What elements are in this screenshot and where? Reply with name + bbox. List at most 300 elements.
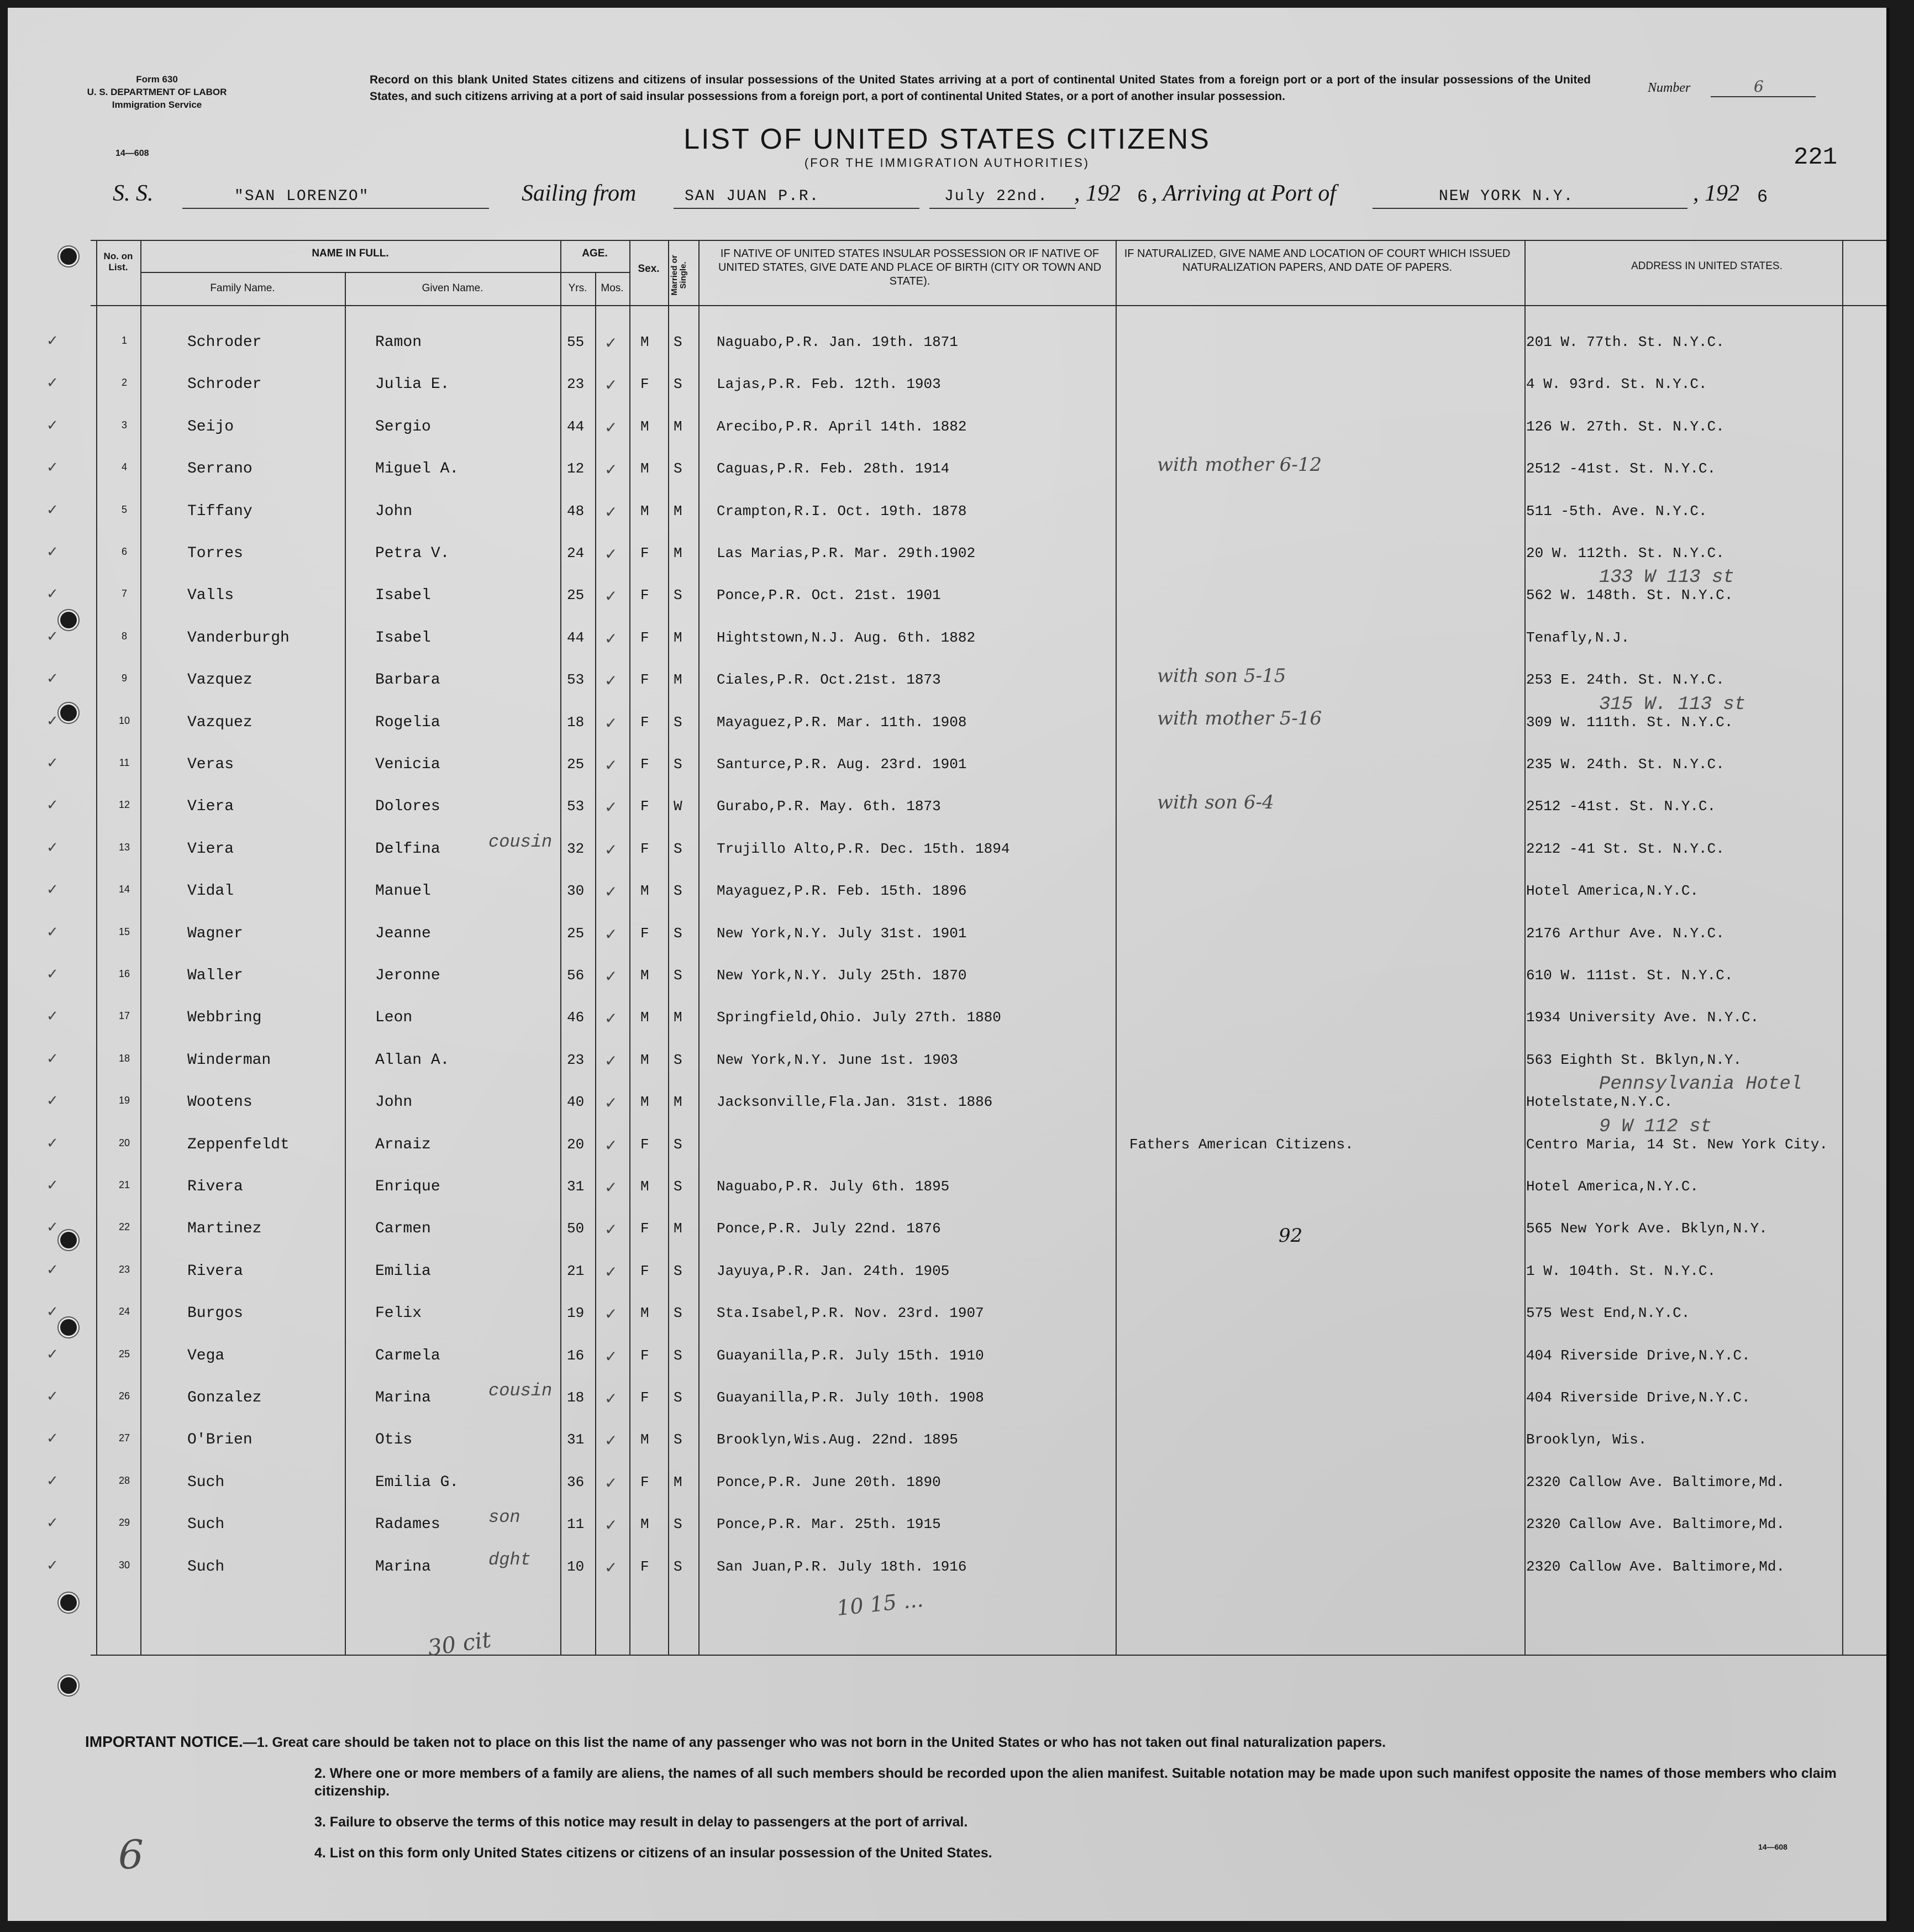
given-name-cell: Enrique [375,1178,440,1195]
row-number: 30 [118,1559,130,1571]
family-name-cell: O'Brien [187,1431,253,1449]
birth-place-date-cell: Ponce,P.R. Mar. 25th. 1915 [717,1516,941,1533]
ship-name: "SAN LORENZO" [234,188,370,205]
given-name-cell: Rogelia [375,713,440,731]
verification-tick-mark: ✓ [46,1557,59,1574]
family-name-cell: Veras [187,756,234,773]
row-number: 2 [121,377,127,389]
arriving-port: NEW YORK N.Y. [1439,188,1574,205]
col-header-months: Mos. [601,282,624,294]
verification-tick-mark: ✓ [46,1177,59,1194]
verification-tick-mark: ✓ [46,1388,59,1405]
row-number: 23 [118,1263,130,1275]
marital-status-cell: S [674,1178,682,1195]
marital-status-cell: S [674,840,682,857]
verification-tick-mark: ✓ [46,1050,59,1067]
given-name-cell: Arnaiz [375,1136,431,1153]
address-cell: 2320 Callow Ave. Baltimore,Md. [1526,1473,1785,1490]
verification-tick-mark: ✓ [46,333,59,349]
age-years-cell: 48 [567,502,585,519]
address-cell: 404 Riverside Drive,N.Y.C. [1526,1347,1750,1364]
given-name-handwritten-note: cousin [488,1380,553,1401]
verification-tick-mark: ✓ [46,670,59,687]
age-years-cell: 36 [567,1473,585,1490]
sex-cell: F [640,1262,649,1279]
address-cell: 4 W. 93rd. St. N.Y.C. [1526,376,1707,393]
given-name-cell: Emilia [375,1262,431,1280]
address-cell: 2176 Arthur Ave. N.Y.C. [1526,925,1724,942]
row-number: 8 [121,630,127,642]
given-name-cell: Marina [375,1389,431,1406]
verification-tick-mark: ✓ [46,1135,59,1152]
address-cell: 201 W. 77th. St. N.Y.C. [1526,334,1724,350]
verification-tick-mark: ✓ [46,1261,59,1278]
table-row [8,902,1886,944]
given-name-cell: Allan A. [375,1051,450,1069]
address-cell: 2512 -41st. St. N.Y.C. [1526,460,1716,477]
grid-subheader-line [140,272,629,273]
address-cell: 562 W. 148th. St. N.Y.C. [1526,587,1733,604]
manifest-sheet [8,8,1890,1921]
age-years-cell: 30 [567,883,585,900]
given-name-cell: Isabel [375,587,431,605]
given-name-cell: Miguel A. [375,460,459,478]
address-cell: 575 West End,N.Y.C. [1526,1305,1690,1322]
verification-tick-mark: ✓ [46,1430,59,1447]
given-name-cell: Jeronne [375,967,440,984]
age-months-tick: ✓ [604,545,618,563]
age-years-cell: 56 [567,967,585,984]
marital-status-cell: S [674,1516,682,1533]
verification-tick-mark: ✓ [46,1304,59,1321]
marital-status-cell: S [674,1305,682,1322]
birth-place-date-cell: Trujillo Alto,P.R. Dec. 15th. 1894 [717,840,1010,857]
grid-top-line [91,240,1886,241]
family-name-cell: Vazquez [187,713,253,731]
sex-cell: M [640,1516,649,1533]
verification-tick-mark: ✓ [46,797,59,814]
verification-tick-mark: ✓ [46,839,59,856]
sex-cell: F [640,587,649,604]
naturalization-cell: 92 [1279,1225,1303,1247]
year-digit-2: 6 [1757,187,1769,207]
ship-underline [182,208,489,209]
sex-cell: F [640,713,649,731]
address-cell: Hotel America,N.Y.C. [1526,883,1699,900]
row-number: 11 [119,757,130,768]
sex-cell: F [640,1136,649,1153]
verification-tick-mark: ✓ [46,375,59,392]
sex-cell: F [640,756,649,773]
sex-cell: M [640,883,649,900]
family-name-cell: Vega [187,1347,225,1364]
form-number: Form 630 [136,74,178,85]
table-row [8,986,1886,1028]
row-number: 10 [118,715,130,726]
row-number: 21 [118,1179,130,1190]
age-months-tick: ✓ [604,1431,618,1450]
table-row [8,859,1886,901]
naturalization-cell: with mother 5-16 [1157,707,1322,729]
form-identifier [74,73,240,111]
birth-place-date-cell: Hightstown,N.J. Aug. 6th. 1882 [717,629,976,646]
punch-hole [59,1676,78,1695]
age-months-tick: ✓ [604,587,618,606]
given-name-cell: John [375,502,413,520]
marital-status-cell: S [674,1051,682,1068]
table-row [8,648,1886,690]
address-cell: 511 -5th. Ave. N.Y.C. [1526,502,1707,519]
notice-item-3: 3. Failure to observe the terms of this notice may result in delay to passengers at the port of arrival. [314,1814,968,1830]
age-months-tick: ✓ [604,1220,618,1239]
birth-place-date-cell: San Juan,P.R. July 18th. 1916 [717,1558,967,1575]
sex-cell: M [640,1305,649,1322]
table-row [8,733,1886,775]
birth-place-date-cell: Ponce,P.R. June 20th. 1890 [717,1473,941,1490]
year-prefix-2: , 192 [1693,181,1739,206]
age-years-cell: 31 [567,1178,585,1195]
marital-status-cell: M [674,418,682,435]
given-name-cell: Radames [375,1516,440,1534]
given-name-cell: Leon [375,1009,413,1027]
family-name-cell: Such [187,1473,225,1491]
given-name-handwritten-note: cousin [488,831,553,852]
address-handwritten-note: 133 W 113 st [1599,567,1734,589]
col-header-address: ADDRESS IN UNITED STATES. [1631,260,1782,272]
verification-tick-mark: ✓ [46,501,59,518]
address-cell: Hotel America,N.Y.C. [1526,1178,1699,1195]
notice-item-1: —1. Great care should be taken not to place on this list the name of any passenger who was not born in the United States or who has not taken out final naturalization papers. [243,1735,1386,1750]
family-name-cell: Viera [187,840,234,858]
birth-place-date-cell: Guayanilla,P.R. July 10th. 1908 [717,1389,984,1406]
age-years-cell: 31 [567,1431,585,1448]
number-underline [1711,96,1816,97]
notice-item-2: 2. Where one or more members of a family are aliens, the names of all such members should be recorded upon the alien manifest. Suitable notation may be made upon such manifest opposite the names of those members who claim citizenship. [314,1766,1837,1799]
sex-cell: F [640,1347,649,1364]
address-cell: 309 W. 111th. St. N.Y.C. [1526,713,1733,731]
age-years-cell: 25 [567,925,585,942]
family-name-cell: Seijo [187,418,234,435]
row-number: 16 [118,968,130,979]
notice-item-4: 4. List on this form only United States citizens or citizens of an insular possession of the United States. [314,1845,992,1861]
age-years-cell: 20 [567,1136,585,1153]
birth-place-date-cell: Mayaguez,P.R. Mar. 11th. 1908 [717,713,967,731]
age-years-cell: 16 [567,1347,585,1364]
given-name-cell: Sergio [375,418,431,435]
given-name-handwritten-note: dght [488,1549,531,1570]
address-cell: 404 Riverside Drive,N.Y.C. [1526,1389,1750,1406]
family-name-cell: Wootens [187,1094,253,1111]
col-header-naturalization: IF NATURALIZED, GIVE NAME AND LOCATION OF COURT WHICH ISSUED NATURALIZATION PAPERS, AND DATE OF PAPERS. [1124,248,1511,274]
row-number: 24 [118,1306,130,1317]
table-row [8,817,1886,859]
grid-bottom-line [91,1655,1886,1656]
given-name-cell: Delfina [375,840,440,858]
age-months-tick: ✓ [604,629,618,648]
naturalization-cell: with son 5-15 [1157,665,1286,687]
naturalization-cell: with son 6-4 [1157,791,1274,814]
row-number: 12 [118,799,130,811]
marital-status-cell: M [674,671,682,689]
table-row [8,1282,1886,1324]
given-name-cell: Petra V. [375,545,450,562]
marital-status-cell: S [674,1389,682,1406]
family-name-cell: Such [187,1558,225,1576]
given-name-cell: John [375,1094,413,1111]
address-cell: Tenafly,N.J. [1526,629,1630,646]
table-row [8,1028,1886,1070]
family-name-cell: Such [187,1516,225,1534]
table-row [8,1451,1886,1493]
age-months-tick: ✓ [604,925,618,943]
notice-label: IMPORTANT NOTICE. [85,1733,243,1750]
age-months-tick: ✓ [604,1136,618,1154]
verification-tick-mark: ✓ [46,1008,59,1025]
table-row [8,480,1886,522]
family-name-cell: Schroder [187,334,262,351]
birth-place-date-cell: Arecibo,P.R. April 14th. 1882 [717,418,967,435]
marital-status-cell: W [674,798,682,815]
department-name: U. S. DEPARTMENT OF LABOR [87,87,227,97]
col-header-sex: Sex. [638,263,660,275]
row-number: 25 [118,1348,130,1359]
address-handwritten-note: 9 W 112 st [1599,1116,1712,1137]
address-cell: 253 E. 24th. St. N.Y.C. [1526,671,1724,689]
sex-cell: M [640,1094,649,1111]
marital-status-cell: S [674,1136,682,1153]
page-subtitle: (FOR THE IMMIGRATION AUTHORITIES) [804,156,1090,170]
table-row [8,1155,1886,1197]
sex-cell: F [640,545,649,561]
marital-status-cell: M [674,629,682,646]
table-row [8,437,1886,479]
birth-place-date-cell: Santurce,P.R. Aug. 23rd. 1901 [717,756,967,773]
year-digit: 6 [1137,187,1149,207]
marital-status-cell: M [674,1473,682,1490]
table-row [8,1197,1886,1247]
arriving-underline [1373,208,1687,209]
family-name-cell: Waller [187,967,243,984]
table-row [8,1408,1886,1450]
footer-form-code: 14—608 [1758,1842,1787,1851]
birth-place-date-cell: New York,N.Y. July 25th. 1870 [717,967,967,984]
age-years-cell: 25 [567,587,585,604]
table-row [8,1113,1886,1155]
row-number: 13 [118,841,130,853]
table-row [8,1535,1886,1577]
row-number: 20 [118,1137,130,1148]
age-years-cell: 23 [567,1051,585,1068]
marital-status-cell: S [674,460,682,477]
marital-status-cell: S [674,1431,682,1448]
age-years-cell: 11 [567,1516,585,1533]
sex-cell: M [640,1009,649,1026]
table-row [8,1324,1886,1366]
given-name-cell: Dolores [375,798,440,816]
sex-cell: M [640,1178,649,1195]
marital-status-cell: S [674,1347,682,1364]
row-number: 14 [118,884,130,895]
col-header-no: No. on List. [103,251,133,272]
age-months-tick: ✓ [604,1051,618,1070]
family-name-cell: Burgos [187,1305,243,1322]
age-years-cell: 40 [567,1094,585,1111]
age-years-cell: 18 [567,713,585,731]
family-name-cell: Webbring [187,1009,262,1027]
address-handwritten-note: 315 W. 113 st [1599,694,1746,715]
row-number: 15 [118,926,130,937]
col-header-years: Yrs. [568,282,587,294]
marital-status-cell: M [674,1220,682,1237]
table-row [8,1493,1886,1535]
naturalization-cell: Fathers American Citizens. [1129,1136,1354,1153]
birth-place-date-cell: Springfield,Ohio. July 27th. 1880 [717,1009,1001,1026]
birth-place-date-cell: Guayanilla,P.R. July 15th. 1910 [717,1347,984,1364]
family-name-cell: Gonzalez [187,1389,262,1406]
col-header-married-single: Married or Single. [670,255,688,296]
given-name-cell: Otis [375,1431,413,1449]
address-cell: 2320 Callow Ave. Baltimore,Md. [1526,1558,1785,1575]
col-header-given-name: Given Name. [422,282,483,294]
given-name-cell: Carmela [375,1347,440,1364]
table-row [8,1070,1886,1112]
address-cell: 126 W. 27th. St. N.Y.C. [1526,418,1724,435]
birth-place-date-cell: New York,N.Y. June 1st. 1903 [717,1051,958,1068]
given-name-cell: Carmen [375,1220,431,1238]
age-months-tick: ✓ [604,1558,618,1577]
row-number: 6 [121,546,127,557]
row-number: 5 [121,503,127,515]
family-name-cell: Winderman [187,1051,271,1069]
age-years-cell: 44 [567,418,585,435]
age-years-cell: 50 [567,1220,585,1237]
age-months-tick: ✓ [604,1389,618,1408]
age-months-tick: ✓ [604,1178,618,1196]
given-name-cell: Barbara [375,671,440,689]
address-cell: 1 W. 104th. St. N.Y.C. [1526,1262,1716,1279]
row-number: 7 [121,588,127,600]
family-name-cell: Wagner [187,925,243,942]
row-number: 18 [118,1052,130,1064]
table-row [8,311,1886,353]
address-handwritten-note: Pennsylvania Hotel [1599,1074,1802,1095]
family-name-cell: Torres [187,545,243,562]
age-months-tick: ✓ [604,967,618,985]
given-name-cell: Ramon [375,334,422,351]
marital-status-cell: S [674,756,682,773]
verification-tick-mark: ✓ [46,1219,59,1236]
address-cell: Brooklyn, Wis. [1526,1431,1647,1448]
given-name-cell: Julia E. [375,376,450,393]
address-cell: 235 W. 24th. St. N.Y.C. [1526,756,1724,773]
ss-label: S. S. [113,181,154,206]
table-row [8,775,1886,817]
marital-status-cell: M [674,1009,682,1026]
verification-tick-mark: ✓ [46,712,59,729]
address-cell: Centro Maria, 14 St. New York City. [1526,1136,1828,1153]
row-number: 28 [118,1474,130,1486]
col-header-age: AGE. [582,248,608,259]
table-row [8,606,1886,648]
table-row [8,353,1886,395]
birth-place-date-cell: Gurabo,P.R. May. 6th. 1873 [717,798,941,815]
form-instructions: Record on this blank United States citizens and citizens of insular possessions of the United States arriving at a port of continental United States from a foreign port or a port of the insular possessions of the United States, and such citizens arriving at a port of said insular possessions from a foreign port, a port of continental United States, or a port of another insular possession. [370,74,1591,103]
family-name-cell: Viera [187,798,234,816]
verification-tick-mark: ✓ [46,628,59,645]
number-label: Number [1648,81,1691,95]
year-prefix: , 192 [1074,181,1121,206]
age-months-tick: ✓ [604,840,618,859]
marital-status-cell: S [674,713,682,731]
verification-tick-mark: ✓ [46,755,59,771]
verification-tick-mark: ✓ [46,544,59,560]
age-months-tick: ✓ [604,798,618,817]
table-row [8,522,1886,564]
address-cell: 565 New York Ave. Bklyn,N.Y. [1526,1220,1768,1237]
row-number: 4 [121,461,127,473]
birth-place-date-cell: Caguas,P.R. Feb. 28th. 1914 [717,460,950,477]
birth-place-date-cell: Crampton,R.I. Oct. 19th. 1878 [717,502,967,519]
count-annotation: 30 cit [426,1627,493,1661]
verification-tick-mark: ✓ [46,459,59,476]
birth-place-date-cell: Lajas,P.R. Feb. 12th. 1903 [717,376,941,393]
age-years-cell: 55 [567,334,585,350]
verification-tick-mark: ✓ [46,586,59,603]
family-name-cell: Schroder [187,376,262,393]
age-months-tick: ✓ [604,418,618,437]
form-code: 14—608 [115,149,149,158]
age-months-tick: ✓ [604,1305,618,1324]
sex-cell: F [640,925,649,942]
given-name-cell: Marina [375,1558,431,1576]
row-number: 29 [118,1517,130,1529]
row-number: 3 [121,419,127,431]
birth-place-date-cell: New York,N.Y. July 31st. 1901 [717,925,967,942]
family-name-cell: Vazquez [187,671,253,689]
table-row [8,691,1886,733]
page-title: LIST OF UNITED STATES CITIZENS [683,123,1211,155]
birth-place-date-cell: Ponce,P.R. Oct. 21st. 1901 [717,587,941,604]
verification-tick-mark: ✓ [46,1093,59,1110]
row-number: 22 [118,1221,130,1233]
birth-place-date-cell: Ciales,P.R. Oct.21st. 1873 [717,671,941,689]
given-name-handwritten-note: son [488,1507,520,1528]
verification-tick-mark: ✓ [46,923,59,941]
family-name-cell: Vidal [187,883,234,900]
birth-place-date-cell: Brooklyn,Wis.Aug. 22nd. 1895 [717,1431,958,1448]
birth-place-date-cell: Naguabo,P.R. July 6th. 1895 [717,1178,950,1195]
age-months-tick: ✓ [604,376,618,395]
address-cell: Hotelstate,N.Y.C. [1526,1094,1673,1111]
row-number: 26 [118,1390,130,1401]
marital-status-cell: S [674,376,682,393]
marital-status-cell: M [674,1094,682,1111]
row-number: 17 [118,1010,130,1022]
address-cell: 2320 Callow Ave. Baltimore,Md. [1526,1516,1785,1533]
family-name-cell: Valls [187,587,234,605]
age-years-cell: 21 [567,1262,585,1279]
given-name-cell: Jeanne [375,925,431,942]
age-months-tick: ✓ [604,334,618,352]
naturalization-cell: with mother 6-12 [1157,454,1322,476]
age-months-tick: ✓ [604,671,618,690]
age-months-tick: ✓ [604,1009,618,1028]
sailing-from-label: Sailing from [522,181,637,206]
birth-place-date-cell: Sta.Isabel,P.R. Nov. 23rd. 1907 [717,1305,984,1322]
arriving-label: , Arriving at Port of [1151,181,1337,206]
family-name-cell: Serrano [187,460,253,478]
sailing-date: July 22nd. [944,188,1049,205]
